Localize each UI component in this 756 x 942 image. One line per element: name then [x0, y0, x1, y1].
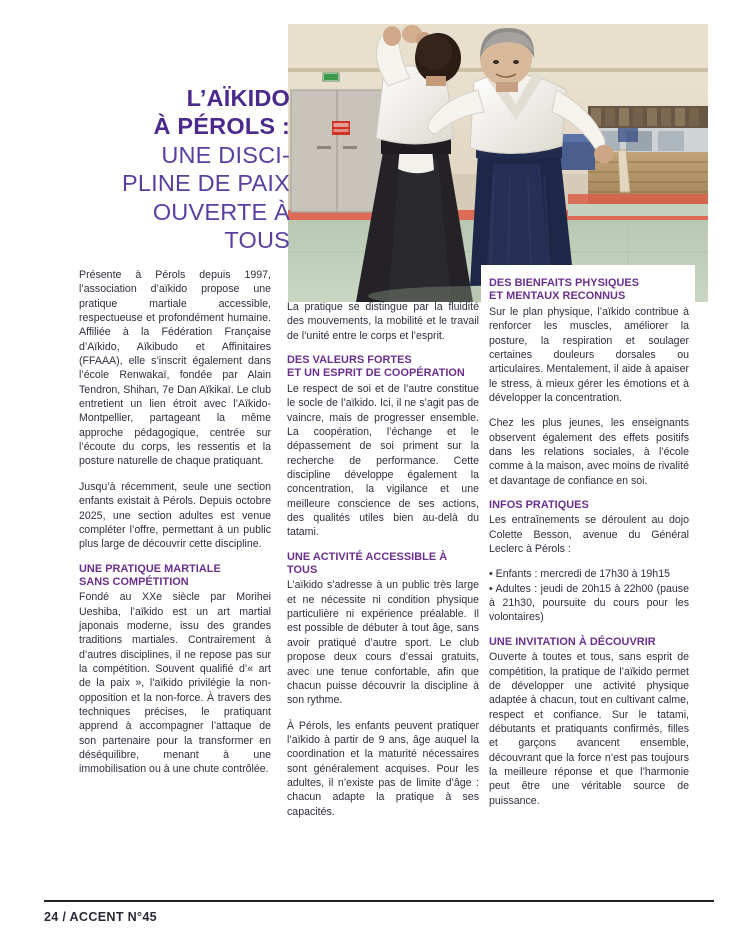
col2-paragraph-1: La pratique se distingue par la fluidité des mouvements, la mobilité et le travail de l’unité entre le corps et l’esprit. [287, 301, 479, 342]
col3-schedule-children: • Enfants : mercredi de 17h30 à 19h15 [489, 568, 670, 581]
col1-heading-line-2: SANS COMPÉTITION [79, 575, 189, 588]
col1-paragraph-2: Jusqu’à récemment, seule une section enfants existait à Pérols. Depuis octobre 2025, une section adultes est venue compléter l’offre, permettant à un public plus large de découvrir cette discipline. [79, 480, 271, 551]
col1-heading-martial-practice [79, 563, 271, 590]
col3-paragraph-3: Les entraînements se déroulent au dojo Colette Besson, avenue du Général Leclerc à Pérols : [489, 514, 689, 556]
page-title [60, 84, 290, 255]
col1-heading-line-1: UNE PRATIQUE MARTIALE [79, 562, 221, 575]
col3-heading-physical-benefits [489, 277, 689, 304]
col3-heading-line-1: DES BIENFAITS PHYSIQUES [489, 277, 640, 289]
dojo-photo-illustration [288, 24, 708, 302]
col2-heading-accessible-activity: UNE ACTIVITÉ ACCESSIBLE À TOUS [287, 550, 448, 577]
col2-heading-line-1: DES VALEURS FORTES [287, 354, 412, 367]
title-line-5: OUVERTE À [152, 198, 290, 225]
body-column-1 [79, 268, 271, 777]
article-photo [288, 24, 708, 302]
col2-paragraph-4: À Pérols, les enfants peuvent pratiquer l’aïkido à partir de 9 ans, âge auquel la coordination et la maturité nécessaires sont généralement acquises. Pour les adultes, il n’existe pas de limite d’âge : chacun adapte la pratique à ses capacités. [287, 719, 479, 818]
col3-heading-line-2: ET MENTAUX RECONNUS [489, 290, 626, 303]
title-line-1: L’AÏKIDO [186, 85, 290, 111]
col1-paragraph-3: Fondé au XXe siècle par Morihei Ueshiba, l’aïkido est un art martial japonais moderne, issu des grandes traditions martiales. Contrairement à d’autres disciplines, il ne repose pas sur la compétition. Souvent qualifié d’« art de la paix », l’aïkido privilégie la non-opposition et la non-force. À travers des techniques précises, le pratiquant apprend à accompagner l’attaque de son partenaire pour la transformer en déséquilibre, menant à une immobilisation ou à une chute contrôlée. [79, 591, 271, 776]
col1-paragraph-1: Présente à Pérols depuis 1997, l’association d’aïkido propose une pratique martiale accessible, respectueuse et profondément humaine. Affiliée à la Fédération Française d’Aïkido, Aïkibudo et Affinitaires (FFAAA), elle s’inscrit également dans l’école Renwakaï, fondée par Alain Tendron, Shihan, 7e Dan Aïkikaï. Le club entretient un lien étroit avec l’Aïkido-Montpellier, partageant la même approche pédagogique, centrée sur l’écoute du corps, les ressentis et la posture naturelle de chaque pratiquant. [79, 269, 271, 468]
col2-paragraph-3: L’aïkido s’adresse à un public très large et ne nécessite ni condition physique particulière ni expérience préalable. Il est possible de débuter à tout âge, sans avoir pratiqué d’autre sport. Le club propose deux cours d’essai gratuits, avec une tenue confortable, afin que chacun puisse découvrir la discipline à son rythme. [287, 579, 479, 707]
col3-paragraph-2: Chez les plus jeunes, les enseignants observent également des effets positifs dans les relations sociales, à l’école comme à la maison, avec moins de rivalité et davantage de confiance en soi. [489, 417, 689, 487]
col3-paragraph-4: Ouverte à toutes et tous, sans esprit de compétition, la pratique de l’aïkido permet de développer une activité physique adaptée à chacun, tout en cultivant calme, respect et confiance. Sur le tatami, débutants et pratiquants confirmés, filles et garçons avancent ensemble, découvrant que la force n’est pas toujours la meilleure réponse et que l’harmonie peut être une véritable source de puissance. [489, 651, 689, 807]
col3-paragraph-1: Sur le plan physique, l’aïkido contribue à renforcer les muscles, améliorer la posture, la respiration et soulager certaines douleurs dorsales ou articulaires. Mentalement, il aide à apaiser le stress, à mieux gérer les émotions et à développer la concentration. [489, 305, 689, 404]
col3-heading-practical-info: INFOS PRATIQUES [489, 498, 589, 511]
footer-page-label: 24 / ACCENT N°45 [44, 910, 157, 924]
title-line-3: UNE DISCI- [161, 141, 290, 168]
title-line-4: PLINE DE PAIX [121, 170, 290, 197]
col2-paragraph-2: Le respect de soi et de l’autre constitue le socle de l’aïkido. Ici, il ne s’agit pas de vaincre, mais de progresser ensemble. La coopération, l’échange et le dépassement de soi priment sur la recherche de performance. Cette discipline développe également la concentration, la vigilance et une meilleure conscience de ses actions, des qualités utiles bien au-delà du tatami. [287, 382, 479, 539]
body-column-2 [287, 300, 479, 819]
col3-heading-invitation: UNE INVITATION À DÉCOUVRIR [489, 635, 656, 648]
title-line-2: À PÉROLS : [153, 113, 290, 140]
title-line-6: TOUS [224, 227, 290, 254]
footer-divider [44, 900, 714, 902]
col3-schedule-adults: • Adultes : jeudi de 20h15 à 22h00 (pause à 21h30, poursuite du cours pour les volontaires) [489, 582, 689, 624]
body-column-3 [489, 277, 689, 808]
col2-heading-line-2: ET UN ESPRIT DE COOPÉRATION [287, 367, 465, 380]
col2-heading-strong-values [287, 354, 479, 381]
